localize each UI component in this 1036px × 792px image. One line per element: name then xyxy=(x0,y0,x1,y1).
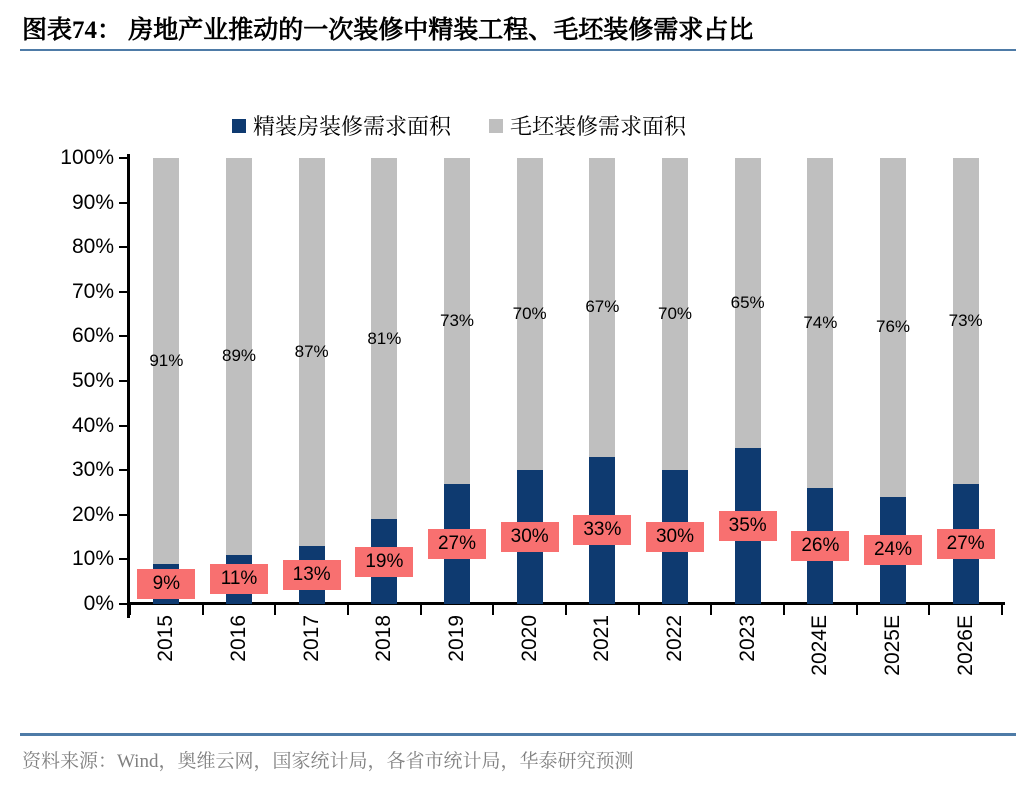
y-axis-tick xyxy=(119,603,128,605)
y-axis-tick xyxy=(119,425,128,427)
x-axis-tick xyxy=(565,605,567,615)
x-category-label: 2015 xyxy=(154,615,178,662)
refined-data-label: 30% xyxy=(646,522,704,552)
x-category-label: 2025E xyxy=(881,615,904,676)
x-category-label: 2021 xyxy=(590,615,614,662)
y-tick-label: 60% xyxy=(71,324,114,348)
rough-data-label: 73% xyxy=(439,310,475,330)
footer-rule xyxy=(20,733,1016,736)
y-tick-label: 30% xyxy=(71,458,114,482)
refined-data-label: 26% xyxy=(791,531,849,561)
x-axis-tick xyxy=(928,605,930,615)
refined-data-label: 33% xyxy=(573,515,631,545)
source-note: 资料来源：Wind，奥维云网，国家统计局，各省市统计局，华泰研究预测 xyxy=(22,751,634,772)
x-axis-tick xyxy=(783,605,785,615)
x-category-label: 2019 xyxy=(445,615,468,662)
refined-data-label: 27% xyxy=(937,529,995,559)
rough-data-label: 87% xyxy=(294,342,329,361)
refined-data-label: 11% xyxy=(210,564,268,594)
rough-data-label: 73% xyxy=(948,310,983,330)
y-axis-tick xyxy=(119,558,128,560)
x-axis-tick xyxy=(274,605,276,615)
y-tick-label: 10% xyxy=(71,547,114,571)
rough-data-label: 70% xyxy=(657,304,693,324)
rough-data-label: 67% xyxy=(585,297,620,317)
y-tick-label: 20% xyxy=(71,502,114,526)
legend-label-refined: 精装房装修需求面积 xyxy=(253,114,452,139)
x-category-label: 2023 xyxy=(735,615,759,662)
refined-data-label: 19% xyxy=(355,547,413,577)
x-axis-tick xyxy=(1001,605,1003,615)
refined-data-label: 27% xyxy=(428,529,486,559)
x-category-label: 2016 xyxy=(227,615,250,662)
rough-data-label: 76% xyxy=(875,317,911,337)
y-axis-tick xyxy=(119,514,128,516)
y-tick-label: 50% xyxy=(71,369,114,392)
refined-data-label: 9% xyxy=(137,569,195,599)
y-axis-tick xyxy=(119,380,128,382)
x-category-label: 2020 xyxy=(517,615,541,662)
x-axis-tick xyxy=(638,605,640,615)
y-axis-tick xyxy=(119,469,128,471)
x-category-label: 2024E xyxy=(808,615,832,676)
y-tick-label: 80% xyxy=(71,235,114,259)
rough-data-label: 74% xyxy=(803,313,838,333)
y-tick-label: 90% xyxy=(71,190,114,214)
y-axis-tick xyxy=(119,335,128,337)
legend-label-rough: 毛坯装修需求面积 xyxy=(510,114,687,139)
x-axis-tick xyxy=(856,605,858,615)
x-axis-tick xyxy=(492,605,494,615)
x-axis-tick xyxy=(202,605,204,615)
y-axis-tick xyxy=(119,157,128,159)
x-axis-tick xyxy=(420,605,422,615)
y-tick-label: 0% xyxy=(83,592,114,615)
rough-data-label: 89% xyxy=(221,346,257,366)
y-tick-label: 100% xyxy=(60,146,114,169)
x-axis-tick xyxy=(129,605,131,615)
y-axis-line xyxy=(127,154,130,618)
refined-data-label: 35% xyxy=(719,511,777,541)
chart-title: 图表74： 房地产业推动的一次装修中精装工程、毛坯装修需求占比 xyxy=(22,17,754,44)
y-tick-label: 70% xyxy=(71,279,114,303)
y-axis-tick xyxy=(119,202,128,204)
rough-data-label: 65% xyxy=(730,292,765,312)
y-axis-tick xyxy=(119,246,128,248)
x-category-label: 2022 xyxy=(663,615,686,662)
y-axis-tick xyxy=(119,291,128,293)
refined-data-label: 13% xyxy=(283,560,341,590)
x-axis-tick xyxy=(347,605,349,615)
rough-data-label: 70% xyxy=(512,304,547,324)
refined-data-label: 24% xyxy=(864,535,922,565)
rough-data-label: 81% xyxy=(367,328,402,348)
x-category-label: 2026E xyxy=(953,615,977,676)
x-category-label: 2017 xyxy=(299,615,323,662)
rough-data-label: 91% xyxy=(149,350,184,370)
x-category-label: 2018 xyxy=(372,615,396,662)
refined-data-label: 30% xyxy=(501,522,559,552)
y-tick-label: 40% xyxy=(71,413,114,437)
x-axis-tick xyxy=(710,605,712,615)
